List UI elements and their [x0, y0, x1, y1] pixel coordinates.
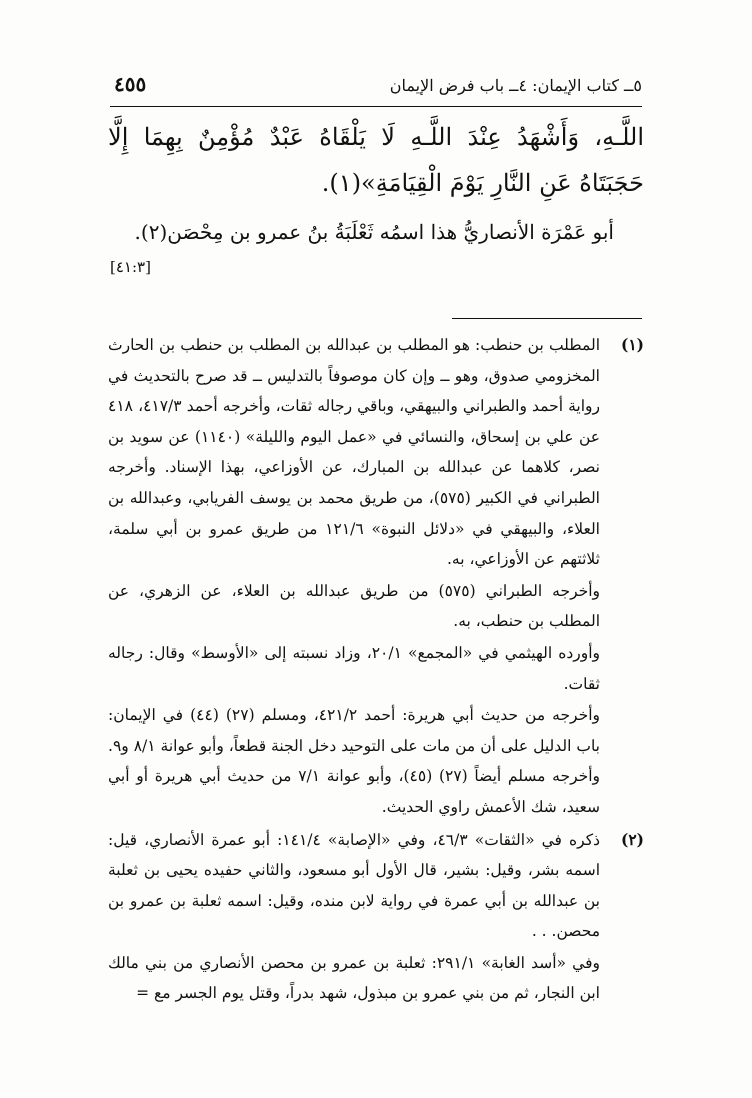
footnote-number: (١) [620, 335, 644, 354]
footnote-1 [108, 330, 644, 823]
footnote-paragraph: ذكره في «الثقات» ٤٦/٣، وفي «الإصابة» ١٤١/٤: أبو عمرة الأنصاري، قيل: اسمه بشر، وقيل: بشير، قال الأول أبو مسعود، والثاني حفيده يحيى بن ثعلبة بن عبدالله بن أبي عمرة في رواية لابن منده، وقيل: اسمه ثعلبة بن عمرو بن محصن. . . [108, 830, 600, 941]
footnote-paragraph: المطلب بن حنطب: هو المطلب بن عبدالله بن المطلب بن حنطب بن الحارث المخزومي صدوق، وهو ــ وإن كان موصوفاً بالتدليس ــ قد صرح بالتحديث في رواية أحمد والطبراني والبيهقي، وباقي رجاله ثقات، وأخرجه أحمد ٤١٧/٣، ٤١٨ عن علي بن إسحاق، والنسائي في «عمل اليوم والليلة» (١١٤٠) عن سويد بن نصر، كلاهما عن عبدالله بن المبارك، عن الأوزاعي، بهذا الإسناد. وأخرجه الطبراني في الكبير (٥٧٥)، من طريق محمد بن يوسف الفريابي، وعبدالله بن العلاء، والبيهقي في «دلائل النبوة» ١٢١/٦ من طريق عمرو بن أبي سلمة، ثلاثتهم عن الأوزاعي، به. [108, 336, 600, 569]
hadith-text: اللَّـهِ، وَأَشْهَدُ عِنْدَ اللَّـهِ لَا يَلْقَاهُ عَبْدٌ مُؤْمِنٌ بِهِمَا إِلَّا حَجَبَتَاهُ عَنِ النَّارِ يَوْمَ الْقِيَامَةِ»(١). [108, 123, 644, 197]
running-head: ٥ــ كتاب الإيمان: ٤ــ باب فرض الإيمان [389, 76, 642, 95]
footnote-paragraph: وأخرجه من حديث أبي هريرة: أحمد ٤٢١/٢، ومسلم (٢٧) (٤٤) في الإيمان: باب الدليل على أن من مات على التوحيد دخل الجنة قطعاً، وأبو عوانة ٨/١ و٩. وأخرجه مسلم أيضاً (٢٧) (٤٥)، وأبو عوانة ٧/١ من حديث أبي هريرة أو أبي سعيد، شك الأعمش راوي الحديث. [108, 706, 600, 816]
footnote-separator [452, 318, 642, 319]
footnote-number: (٢) [620, 829, 644, 849]
hadith-reference: [٤١:٣] [110, 258, 151, 276]
footnote-paragraph: وأورده الهيثمي في «المجمع» ٢٠/١، وزاد نسبته إلى «الأوسط» وقال: رجاله ثقات. [108, 643, 601, 693]
narrator-line: أبو عَمْرَة الأنصاريُّ هذا اسمُه ثَعْلَبَةُ بنُ عمرو بن مِحْصَن(٢). [134, 220, 614, 244]
footnote-2 [108, 825, 644, 1010]
footnote-paragraph: وفي «أسد الغابة» ٢٩١/١: ثعلبة بن عمرو بن محصن الأنصاري من بني مالك ابن النجار، ثم من بني عمرو بن مبذول، شهد بدراً، وقتل يوم الجسر مع = [108, 953, 600, 1003]
page-header [110, 72, 642, 107]
main-text [108, 114, 644, 276]
page-number: ٤٥٥ [114, 72, 147, 96]
footnotes [108, 330, 644, 1009]
footnote-paragraph: وأخرجه الطبراني (٥٧٥) من طريق عبدالله بن العلاء، عن الزهري، عن المطلب بن حنطب، به. [108, 581, 600, 631]
